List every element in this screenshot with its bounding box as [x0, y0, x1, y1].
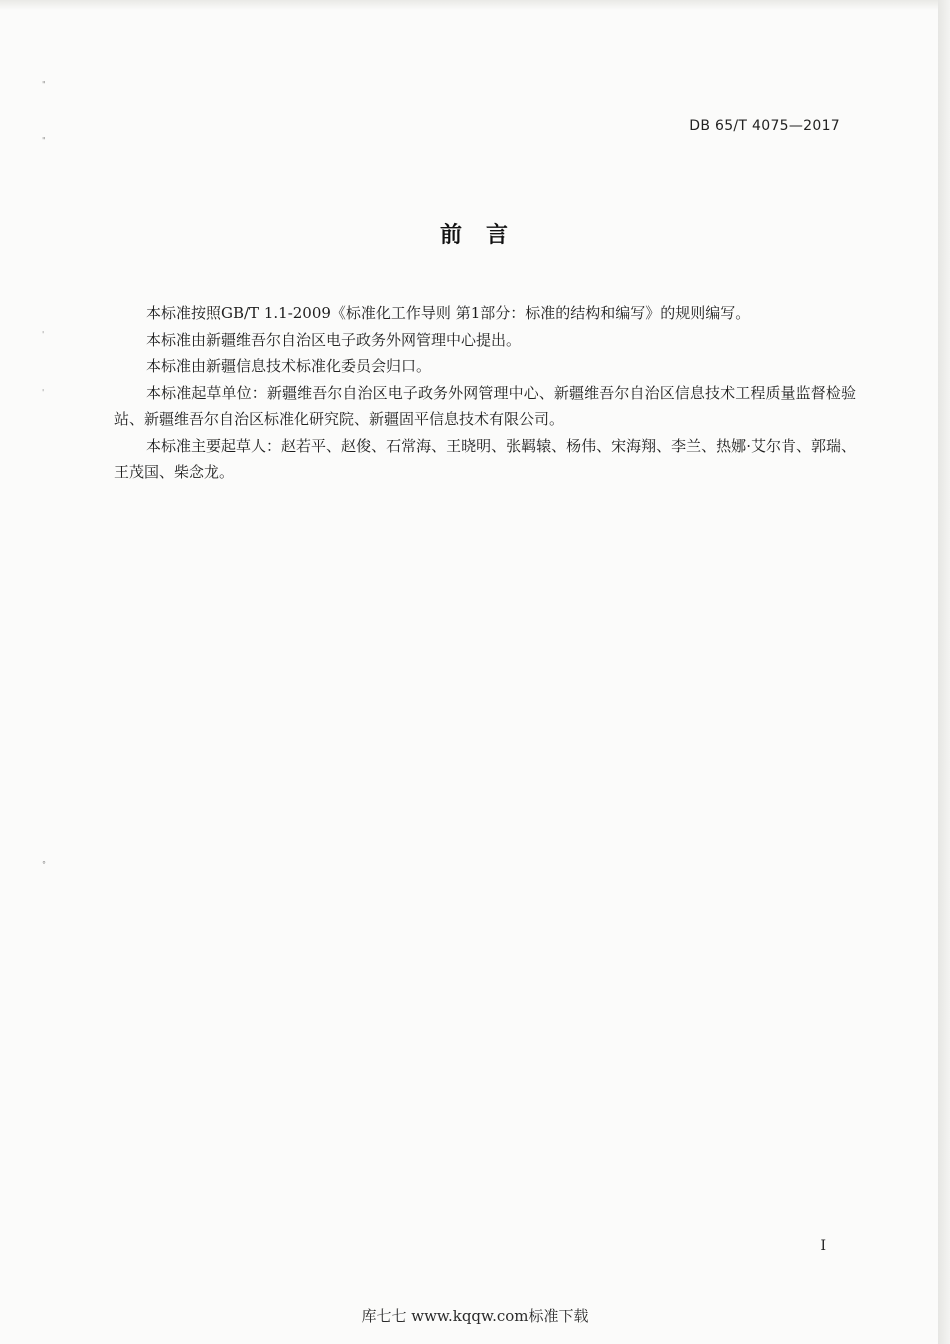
title-char-1: 前 [439, 223, 464, 248]
document-code: DB 65/T 4075—2017 [689, 118, 840, 134]
scan-speck: ' [42, 388, 45, 397]
scan-speck: ' [42, 330, 45, 339]
scan-speck: " [42, 136, 46, 145]
scan-speck: " [42, 80, 46, 89]
scan-speck: ° [42, 860, 46, 869]
foreword-paragraph: 本标准由新疆信息技术标准化委员会归口。 [146, 357, 432, 375]
page-title [0, 218, 950, 249]
scan-top-strip [0, 0, 938, 10]
foreword-paragraph: 本标准起草单位：新疆维吾尔自治区电子政务外网管理中心、新疆维吾尔自治区信息技术工程质量监督检验站、新疆维吾尔自治区标准化研究院、新疆固平信息技术有限公司。 [114, 383, 856, 428]
page-number: I [820, 1238, 826, 1254]
footer-watermark: 库七七 www.kqqw.com标准下载 [361, 1307, 589, 1325]
foreword-paragraph: 本标准由新疆维吾尔自治区电子政务外网管理中心提出。 [146, 330, 522, 349]
foreword-paragraph: 本标准按照GB/T 1.1-2009《标准化工作导则 第1部分：标准的结构和编写》的规则编写。 [146, 304, 751, 322]
title-char-2: 言 [486, 223, 511, 248]
foreword-paragraph: 本标准主要起草人：赵若平、赵俊、石常海、王晓明、张羁辕、杨伟、宋海翔、李兰、热娜·艾尔肯、郭瑞、王茂国、柴念龙。 [114, 436, 856, 481]
foreword-body [114, 300, 856, 486]
scan-edge [938, 0, 950, 1344]
